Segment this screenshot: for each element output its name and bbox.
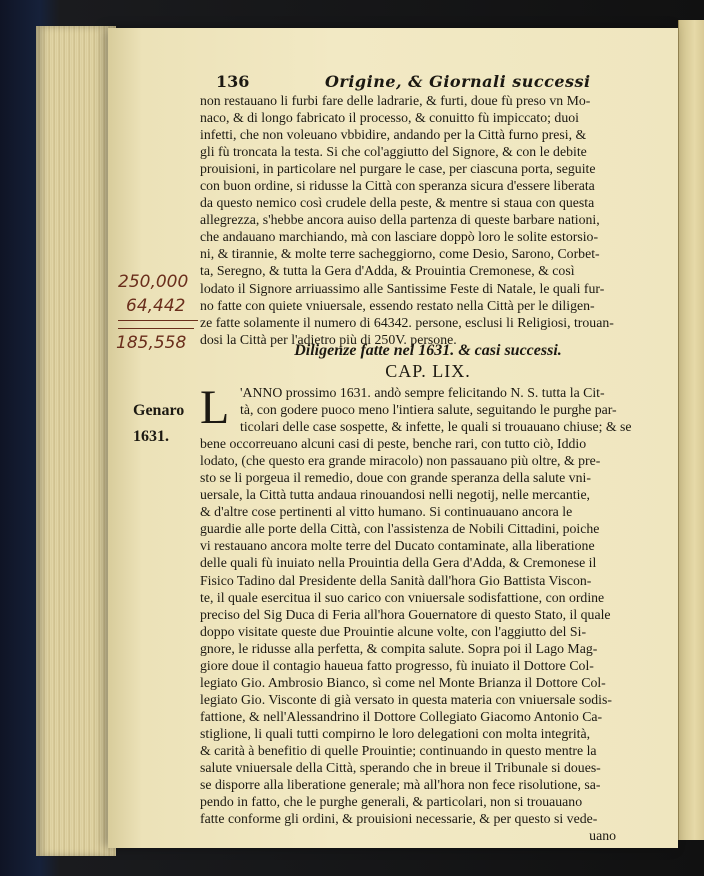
running-title: Origine, & Giornali successi xyxy=(324,72,591,91)
text-line: ni, & tirannie, & molte terre sacheggiorno, come Desio, Sarono, Corbet- xyxy=(200,246,600,262)
handwritten-note: 64,442 xyxy=(126,296,186,316)
book-fore-edge xyxy=(36,26,116,856)
text-line: legiato Gio. Visconte di già versato in questa materia con vniuersale sodis- xyxy=(200,691,612,707)
text-line: 'ANNO prossimo 1631. andò sempre felicitando N. S. tutta la Cit- xyxy=(240,385,605,400)
catchword: uano xyxy=(589,828,616,844)
text-line: non restauano li furbi fare delle ladrarie, & furti, doue fù preso vn Mo- xyxy=(200,93,591,108)
text-line: stiglione, li quali tutti compirno le loro delegationi con molta integrità, xyxy=(200,725,591,741)
drop-cap: L xyxy=(200,381,230,434)
page-number: 136 xyxy=(216,72,250,91)
text-line: allegrezza, s'hebbe ancora auiso della partenza di queste barbare nationi, xyxy=(200,212,600,228)
handwritten-note: 250,000 xyxy=(118,272,189,292)
text-line: fatte conforme gli ordini, & prouisioni necessarie, & per questo si vede- xyxy=(200,811,598,827)
page-header xyxy=(216,72,656,91)
text-line: & d'altre cose pertinenti al vitto humano. Si continuauano ancora le xyxy=(200,504,573,520)
text-line: fattione, & nell'Alessandrino il Dottore Collegiato Giacomo Antonio Ca- xyxy=(200,708,603,724)
text-line: & carità à benefitio di quelle Prouintie; continuando in questo mentre la xyxy=(200,742,597,758)
chapter-paragraph xyxy=(200,381,636,844)
text-line: lodato il Signore arriuassimo alle Santissime Feste di Natale, le quali fur- xyxy=(200,280,605,296)
text-line: guardie alle porte della Città, con l'assistenza de Nobili Cittadini, poiche xyxy=(200,521,600,537)
top-paragraph xyxy=(200,92,636,348)
text-line: gnore, le ridusse alla perfetta, & compita salute. Sopra poi il Lago Mag- xyxy=(200,640,598,656)
handwritten-note: 185,558 xyxy=(116,333,187,353)
book-page xyxy=(108,28,678,848)
handwritten-rule xyxy=(118,320,198,321)
facing-page-edge xyxy=(678,20,704,840)
text-line: bene occorreuano alcuni casi di peste, benche rari, con tutto ciò, Iddio xyxy=(200,436,587,452)
text-line: con buon ordine, si ridusse la Città con speranza sicura d'essere liberata xyxy=(200,178,595,194)
text-line: dosi la Città per l'adietro più di 250V. persone. xyxy=(200,331,457,347)
text-line: uersale, la Città tutta andaua rinouandosi nelli negotij, nelle mercantie, xyxy=(200,487,591,503)
text-line: ze fatte solamente il numero di 64342. persone, esclusi li Religiosi, trouan- xyxy=(200,314,614,330)
text-line: salute vniuersale della Città, sperando che in breue il Tribunale si doues- xyxy=(200,760,601,776)
margin-date-year: 1631. xyxy=(133,428,169,445)
text-line: legiato Gio. Ambrosio Bianco, sì come nel Monte Brianza il Dottore Col- xyxy=(200,674,606,690)
text-line: se disporre alla liberatione generale; mà all'hora non fece risolutione, sa- xyxy=(200,777,601,793)
chapter-number: CAP. LIX. xyxy=(385,361,471,381)
text-line: ticolari delle case sospette, & infette, le quali si trouauano chiuse; & se xyxy=(240,419,632,435)
text-line: ta, Seregno, & tutta la Gera d'Adda, & Prouintia Cremonese, & così xyxy=(200,263,575,279)
text-line: Fisico Tadino dal Presidente della Sanità dall'hora Gio Battista Viscon- xyxy=(200,572,592,588)
text-line: delle quali fù inuiato nella Prouintia della Gera d'Adda, & Cremonese il xyxy=(200,555,597,571)
text-line: pendo in fatto, che le purghe generali, & particolari, non si trouauano xyxy=(200,794,583,810)
text-line: no fatte con quiete vniuersale, essendo restato nella Città per le diligen- xyxy=(200,297,595,313)
chapter-title: Diligenze fatte nel 1631. & casi successi. xyxy=(294,342,562,359)
text-line: preciso del Sig Duca di Feria all'hora Gouernatore di questo Stato, il quale xyxy=(200,606,611,622)
text-line: tà, con godere puoco meno l'intiera salute, seguitando le purghe par- xyxy=(240,402,617,418)
text-line: doppo visitate queste due Prouintie alcune volte, con l'aggiutto del Si- xyxy=(200,623,587,639)
text-line: te, il quale esercitua il suo carico con vniuersale sodisfattione, con ordine xyxy=(200,589,605,605)
text-line: infetti, che non voleuano vbbidire, andando per la Città furno presi, & xyxy=(200,127,587,143)
text-line: che andauano marchiando, mà con lasciare doppò loro le solite estorsio- xyxy=(200,229,599,245)
text-line: naco, & di longo fabricato il processo, & conuitto fù impiccato; duoi xyxy=(200,110,579,126)
text-line: lodato, (che questo era grande miracolo) non passauano più oltre, & pre- xyxy=(200,453,601,469)
text-line: da questo nemico così crudele della peste, & mentre si staua con questa xyxy=(200,195,595,211)
handwritten-rule xyxy=(118,328,194,329)
text-line: prouisioni, in particolare nel purgare le case, per ciascuna porta, seguite xyxy=(200,161,596,177)
text-line: gli fù troncata la testa. Si che col'aggiutto del Signore, & con le debite xyxy=(200,144,587,160)
text-line: vi restauano ancora molte terre del Ducato contaminate, alla liberatione xyxy=(200,538,595,554)
text-line: giore doue il contagio haueua fatto progresso, fù inuiato il Dottore Col- xyxy=(200,657,594,673)
text-line: sto se li porgeua il remedio, doue con grande speranza della salute vni- xyxy=(200,470,591,486)
margin-date-month: Genaro xyxy=(133,402,185,419)
